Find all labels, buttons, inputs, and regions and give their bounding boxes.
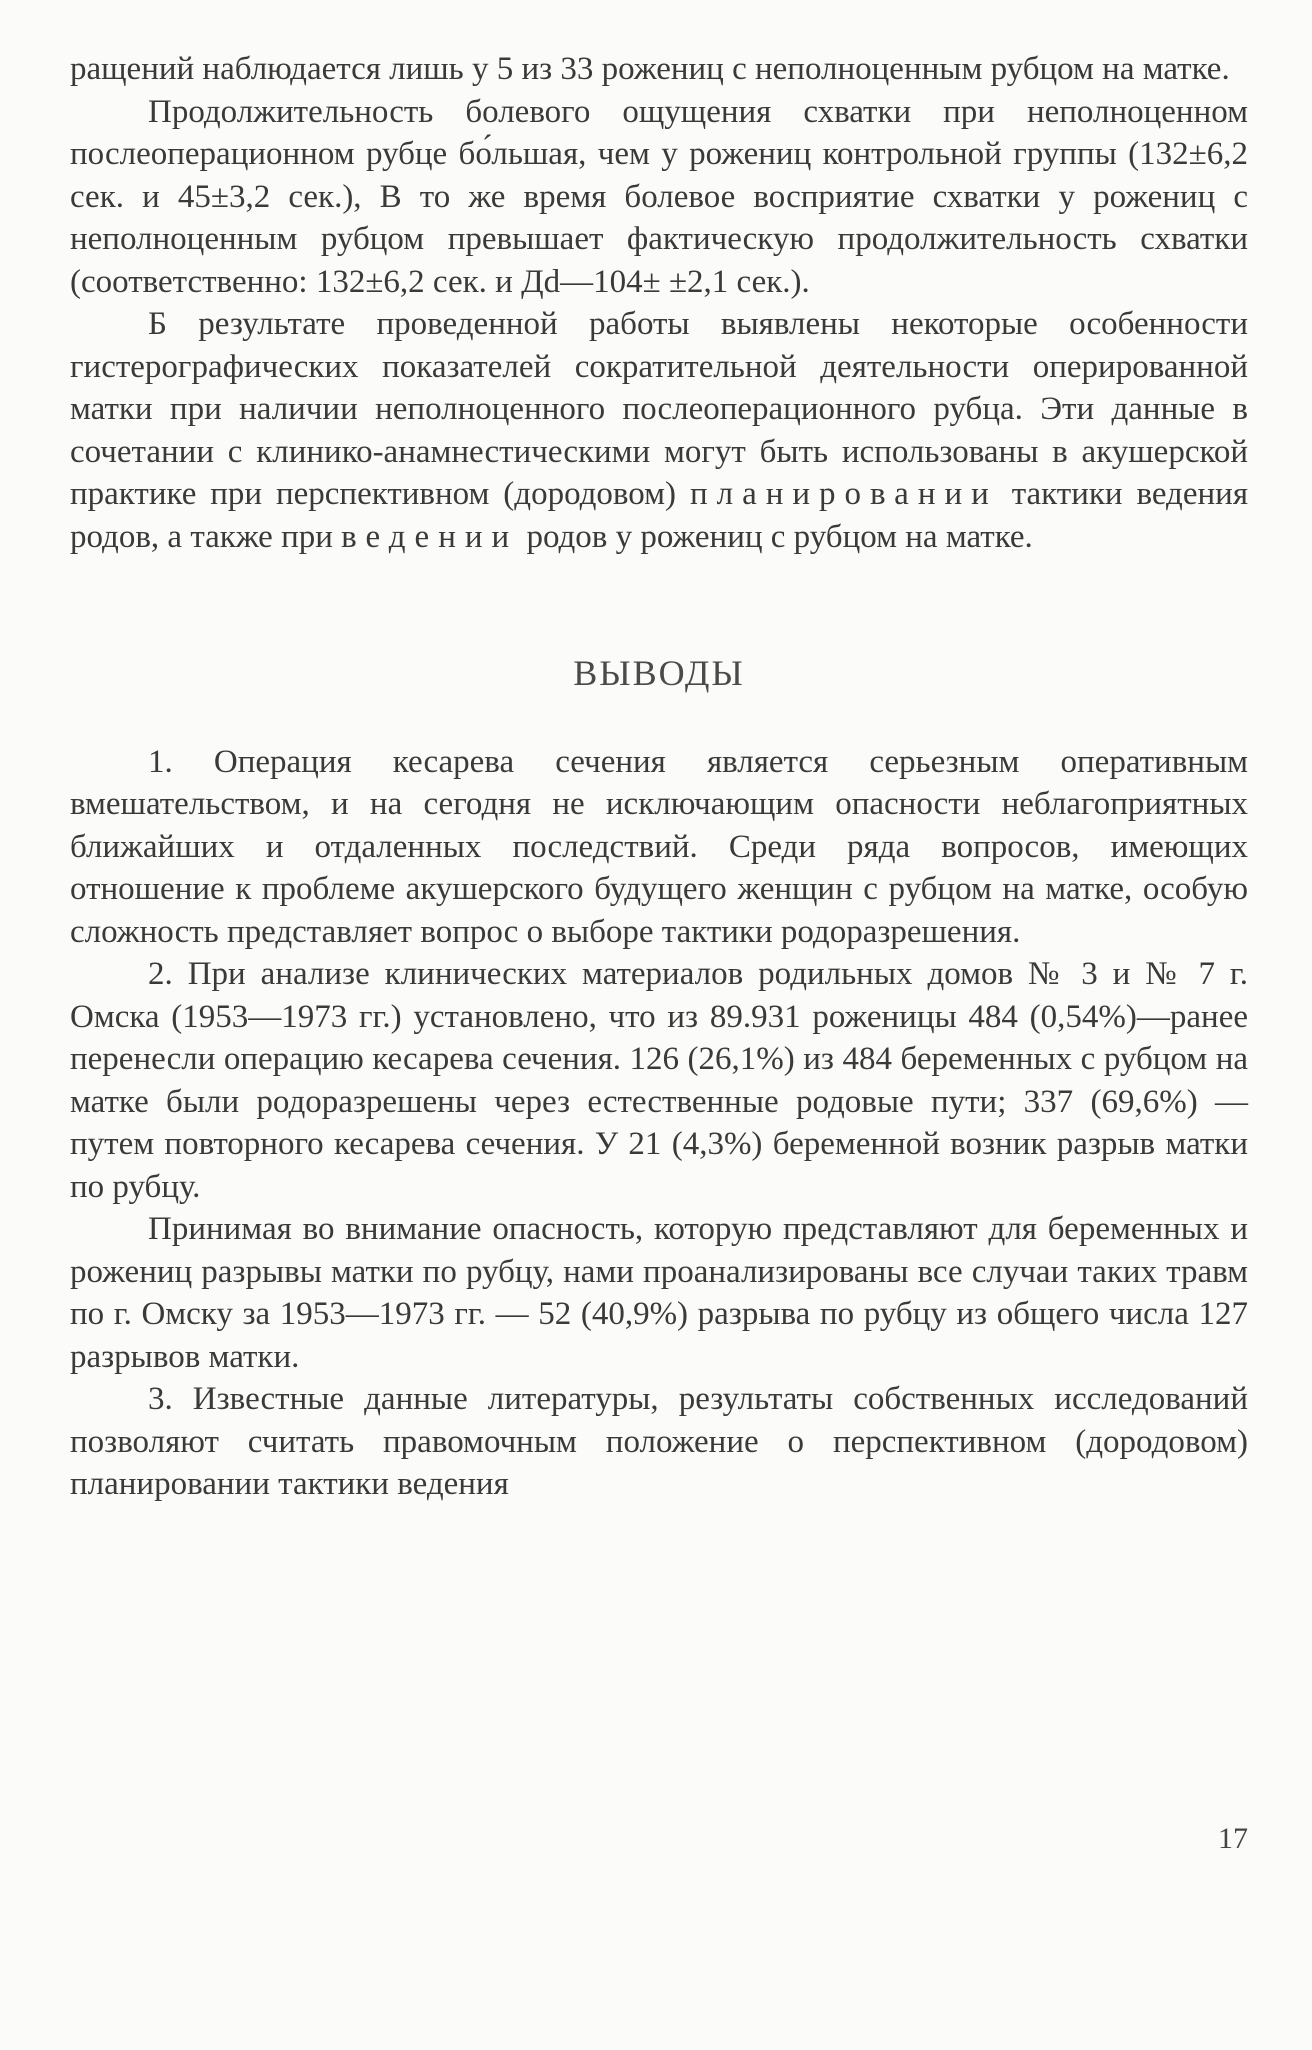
results-text-end: родов у рожениц с рубцом на матке. <box>518 518 1033 555</box>
paragraph-pain-duration: Продолжительность болевого ощущения схватки при неполноценном послеоперационном рубце бо́льшая, чем у рожениц контрольной группы (132±6,2 сек. и 45±3,2 сек.), В то же время болевое восприятие схватки у рожениц с неполноценным рубцом превышает фактическую продолжительность схватки (соответственно: 132±6,2 сек. и Дd—104± ±2,1 сек.). <box>70 93 1248 300</box>
conclusion-2-continued: Принимая во внимание опасность, которую представляют для беременных и рожениц разрывы матки по рубцу, нами проанализированы все случаи таких травм по г. Омску за 1953—1973 гг. — 52 (40,9%) разрыва по рубцу из общего числа 127 разрывов матки. <box>70 1211 1248 1375</box>
conclusion-1: 1. Операция кесарева сечения является серьезным оперативным вмешательством, и на сегодня не исключающим опасности неблагоприятных ближайших и отдаленных последствий. Среди ряда вопросов, имеющих отношение к проблеме акушерского будущего женщин с рубцом на матке, особую сложность представляет вопрос о выборе тактики родоразрешения. <box>70 743 1248 950</box>
section-heading: ВЫВОДЫ <box>573 653 745 693</box>
page-number: 17 <box>1218 1822 1248 1855</box>
conclusion-2: 2. При анализе клинических материалов родильных домов № 3 и № 7 г. Омска (1953—1973 гг.) установлено, что из 89.931 роженицы 484 (0,54%)—ранее перенесли операцию кесарева сечения. 126 (26,1%) из 484 беременных с рубцом на матке были родоразрешены через естественные родовые пути; 337 (69,6%) — путем повторного кесарева сечения. У 21 (4,3%) беременной возник разрыв матки по рубцу. <box>70 956 1248 1205</box>
paragraph-results <box>70 303 1248 558</box>
document-page <box>70 48 1248 1506</box>
results-text-mid: тактики ведения родов, а также при <box>70 476 1248 555</box>
spaced-word-management: ведении <box>341 518 519 555</box>
conclusion-3: 3. Известные данные литературы, результаты собственных исследований позволяют считать правомочным положение о перспективном (дородовом) планировании тактики ведения <box>70 1381 1248 1502</box>
paragraph-continuation: ращений наблюдается лишь у 5 из 33 рожениц с неполноценным рубцом на матке. <box>70 51 1230 87</box>
spaced-word-planning: планировании <box>689 476 998 512</box>
results-text-start: Б результате проведенной работы выявлены некоторые особенности гистерографических показателей сократительной деятельности оперированной матки при наличии неполноценного послеоперационного рубца. Эти данные в сочетании с клинико-анамнестическими могут быть использованы в акушерской практике при перспективном (дородовом) <box>70 306 1248 512</box>
